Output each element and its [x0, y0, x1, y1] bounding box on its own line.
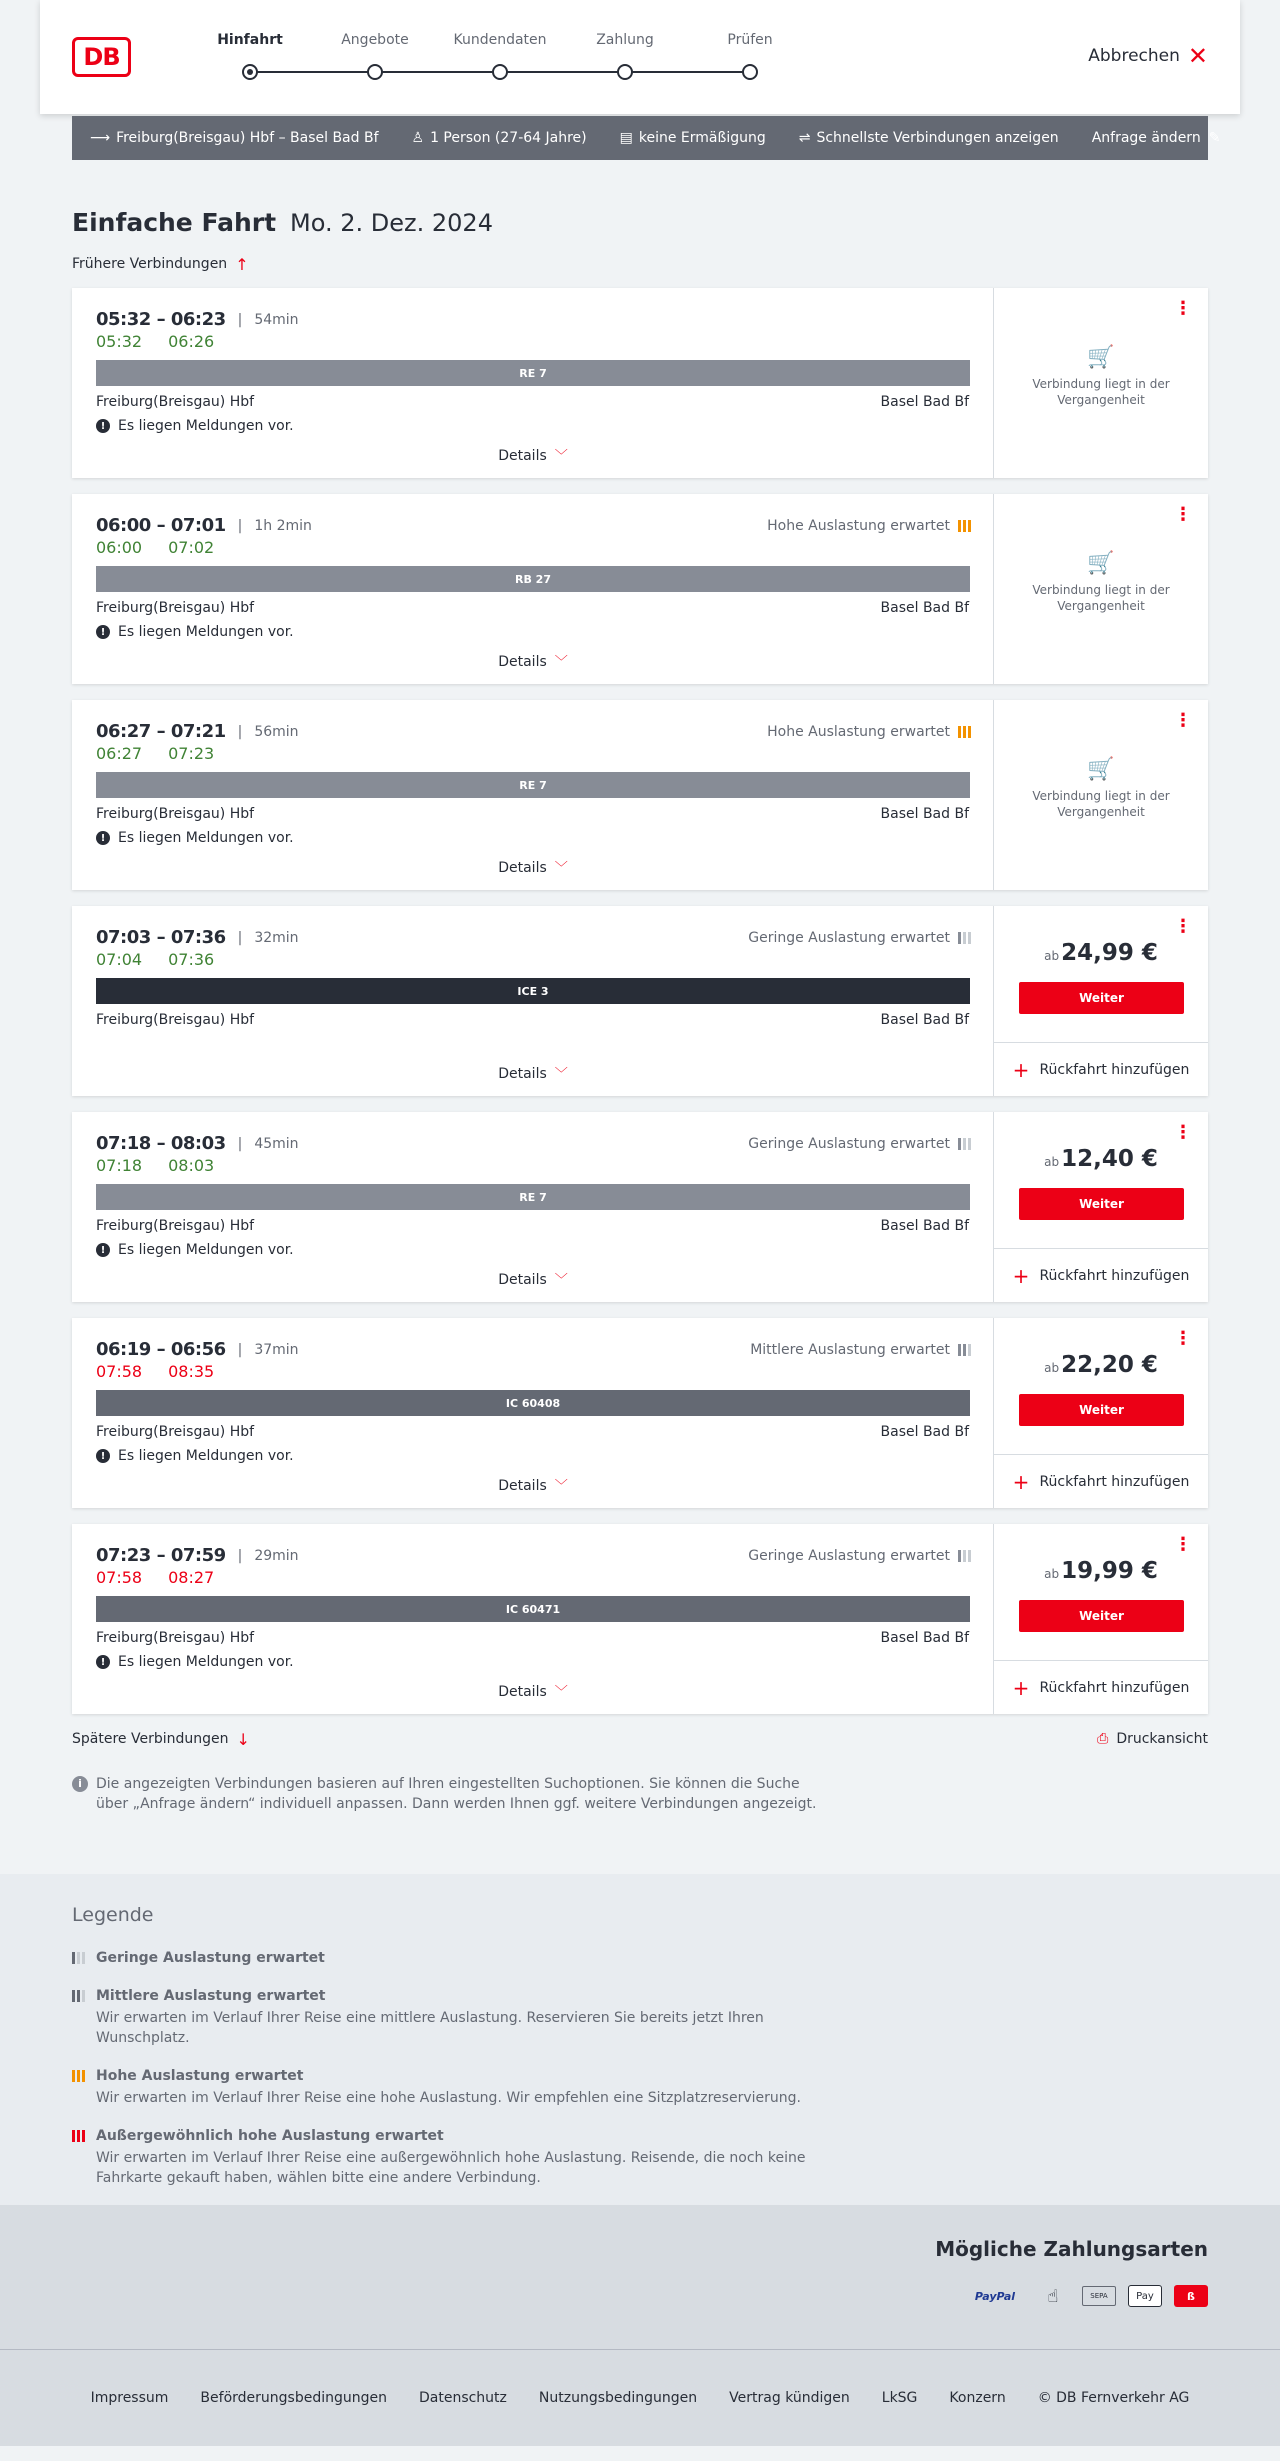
train-label: IC 60471 — [505, 1602, 561, 1616]
main-content — [72, 208, 1208, 1814]
realtime-departure: 06:27 — [96, 744, 143, 763]
details-label: Details — [498, 1478, 547, 1494]
apple-pay-logo — [1128, 2285, 1162, 2307]
step-angebote — [315, 30, 435, 80]
legend-item-name: Geringe Auslastung erwartet — [96, 1950, 325, 1966]
alert-icon: ! — [96, 419, 110, 433]
cancel-label: Abbrechen — [1088, 46, 1180, 66]
details-toggle[interactable] — [72, 1475, 994, 1494]
continue-button[interactable]: Weiter — [1019, 1600, 1184, 1632]
separator: | — [237, 311, 243, 328]
price-value: 12,40 € — [1061, 1146, 1158, 1172]
trip-date: Mo. 2. Dez. 2024 — [290, 209, 493, 237]
connection-card — [72, 1112, 1208, 1302]
train-bar[interactable] — [96, 772, 970, 798]
info-note — [72, 1774, 832, 1814]
planned-time: 06:27 – 07:21 — [96, 721, 226, 742]
arrow-right-icon: ⟶ — [90, 130, 111, 146]
price — [994, 1352, 1208, 1378]
details-toggle[interactable] — [72, 445, 994, 464]
trip-type: Einfache Fahrt — [72, 208, 277, 237]
separator: | — [237, 723, 243, 740]
load-indicator — [748, 1136, 971, 1152]
continue-button[interactable]: Weiter — [1019, 1394, 1184, 1426]
summary-option-label: Schnellste Verbindungen anzeigen — [816, 130, 1059, 146]
step-label: Hinfahrt — [217, 32, 283, 48]
details-label: Details — [498, 654, 547, 670]
realtime-arrival: 06:26 — [168, 332, 215, 351]
cancel-button[interactable] — [1088, 42, 1208, 70]
planned-times — [96, 1545, 299, 1566]
more-options-icon[interactable]: ⋮ — [1174, 1328, 1192, 1349]
connection-main — [72, 1318, 994, 1508]
connection-card — [72, 1524, 1208, 1714]
print-label: Druckansicht — [1116, 1731, 1208, 1747]
connection-offer — [994, 1318, 1208, 1508]
chevron-down-icon: ﹀ — [554, 1479, 568, 1494]
load-icon — [958, 520, 971, 532]
add-return-button[interactable] — [994, 1454, 1208, 1508]
info-icon: i — [72, 1776, 88, 1792]
person-icon: ♙ — [411, 130, 425, 146]
realtime-times — [96, 1156, 214, 1175]
alert-icon: ! — [96, 831, 110, 845]
connection-offer — [994, 288, 1208, 478]
realtime-arrival: 07:02 — [168, 538, 215, 557]
sliders-icon: ⇌ — [798, 130, 811, 146]
price-value: 22,20 € — [1061, 1352, 1158, 1378]
realtime-times — [96, 538, 214, 557]
train-bar[interactable] — [96, 1390, 970, 1416]
load-icon — [958, 1138, 971, 1150]
legend-item — [72, 2066, 1208, 2108]
realtime-times — [96, 744, 214, 763]
planned-times — [96, 721, 299, 742]
legend-item — [72, 1986, 1208, 2048]
add-return-button[interactable] — [994, 1660, 1208, 1714]
message-text: Es liegen Meldungen vor. — [118, 1242, 294, 1258]
message-text: Es liegen Meldungen vor. — [118, 830, 294, 846]
connection-main — [72, 700, 994, 890]
arrow-down-icon: ↓ — [236, 1729, 250, 1749]
details-label: Details — [498, 860, 547, 876]
load-indicator — [767, 724, 971, 740]
step-label: Prüfen — [727, 32, 773, 48]
db-logo[interactable]: DB — [72, 37, 131, 77]
load-icon — [72, 1952, 85, 1964]
duration: 45min — [254, 1135, 299, 1152]
summary-route-label: Freiburg(Breisgau) Hbf – Basel Bad Bf — [116, 130, 379, 146]
planned-times — [96, 309, 299, 330]
sepa-logo: SEPA — [1082, 2286, 1116, 2306]
details-label: Details — [498, 1066, 547, 1082]
connection-offer — [994, 1524, 1208, 1714]
train-bar[interactable] — [96, 1184, 970, 1210]
origin-station: Freiburg(Breisgau) Hbf — [96, 806, 255, 822]
message-notice — [96, 830, 294, 846]
plus-icon: + — [1012, 1263, 1030, 1288]
legend-item — [72, 2126, 1208, 2188]
planned-time: 06:00 – 07:01 — [96, 515, 226, 536]
load-indicator — [748, 1548, 971, 1564]
train-label: ICE 3 — [517, 984, 549, 998]
planned-times — [96, 927, 299, 948]
chevron-down-icon: ﹀ — [554, 655, 568, 670]
more-options-icon[interactable]: ⋮ — [1174, 298, 1192, 319]
plus-icon: + — [1012, 1675, 1030, 1700]
realtime-departure: 05:32 — [96, 332, 143, 351]
planned-time: 07:23 – 07:59 — [96, 1545, 226, 1566]
price-value: 24,99 € — [1061, 940, 1158, 966]
footer — [0, 2349, 1280, 2446]
price-prefix: ab — [1044, 1361, 1060, 1375]
details-label: Details — [498, 1684, 547, 1700]
realtime-arrival: 08:35 — [168, 1362, 215, 1381]
card-icon: ▤ — [619, 130, 633, 146]
destination-station: Basel Bad Bf — [880, 1012, 969, 1028]
realtime-arrival: 08:27 — [168, 1568, 215, 1587]
progress-steps — [210, 30, 790, 90]
step-dot — [367, 64, 383, 80]
add-return-label: Rückfahrt hinzufügen — [1039, 1679, 1190, 1696]
connection-card — [72, 906, 1208, 1096]
realtime-departure: 07:04 — [96, 950, 143, 969]
realtime-times — [96, 950, 214, 969]
details-toggle[interactable] — [72, 651, 994, 670]
continue-button[interactable]: Weiter — [1019, 982, 1184, 1014]
change-request-label: Anfrage ändern — [1091, 130, 1201, 146]
load-label: Mittlere Auslastung erwartet — [750, 1342, 950, 1358]
connection-main — [72, 288, 994, 478]
connection-offer — [994, 494, 1208, 684]
realtime-departure: 06:00 — [96, 538, 143, 557]
db-card-logo: ß — [1174, 2285, 1208, 2307]
payment-logos — [966, 2285, 1208, 2307]
realtime-departure: 07:18 — [96, 1156, 143, 1175]
duration: 56min — [254, 723, 299, 740]
step-kundendaten — [440, 30, 560, 80]
price — [994, 1558, 1208, 1584]
origin-station: Freiburg(Breisgau) Hbf — [96, 394, 255, 410]
footer-link[interactable]: Konzern — [949, 2390, 1006, 2406]
message-text: Es liegen Meldungen vor. — [118, 1448, 294, 1464]
legend-item-name: Außergewöhnlich hohe Auslastung erwartet — [96, 2128, 444, 2144]
planned-time: 06:19 – 06:56 — [96, 1339, 226, 1360]
destination-station: Basel Bad Bf — [880, 394, 969, 410]
footer-link[interactable]: Vertrag kündigen — [729, 2390, 850, 2406]
legend-item-name: Hohe Auslastung erwartet — [96, 2068, 304, 2084]
chevron-down-icon: ﹀ — [554, 1685, 568, 1700]
arrow-up-icon: ↑ — [235, 254, 249, 274]
load-label: Hohe Auslastung erwartet — [767, 724, 950, 740]
footer-link[interactable]: Impressum — [90, 2390, 169, 2406]
separator: | — [237, 1547, 243, 1564]
message-notice — [96, 1242, 294, 1258]
summary-travellers-label: 1 Person (27-64 Jahre) — [430, 130, 587, 146]
past-connection-notice — [994, 757, 1208, 820]
payment-title: Mögliche Zahlungsarten — [935, 2237, 1208, 2261]
load-icon — [958, 932, 971, 944]
message-notice — [96, 1654, 294, 1670]
plus-icon: + — [1012, 1057, 1030, 1082]
message-text: Es liegen Meldungen vor. — [118, 624, 294, 640]
print-view-link[interactable] — [1097, 1731, 1208, 1747]
price-prefix: ab — [1044, 1155, 1060, 1169]
summary-discount — [620, 130, 766, 146]
separator: | — [237, 929, 243, 946]
connection-main — [72, 906, 994, 1096]
destination-station: Basel Bad Bf — [880, 806, 969, 822]
train-label: RE 7 — [519, 1190, 547, 1204]
footer-link[interactable]: Datenschutz — [418, 2390, 507, 2406]
load-icon — [958, 1344, 971, 1356]
message-text: Es liegen Meldungen vor. — [118, 418, 294, 434]
step-dot — [617, 64, 633, 80]
connection-list — [72, 288, 1208, 1714]
realtime-times — [96, 1568, 214, 1587]
duration: 1h 2min — [254, 517, 312, 534]
add-return-button[interactable] — [994, 1248, 1208, 1302]
step-zahlung — [565, 30, 685, 80]
train-bar[interactable] — [96, 566, 970, 592]
more-options-icon[interactable]: ⋮ — [1174, 916, 1192, 937]
price — [994, 940, 1208, 966]
legend-item-description: Wir erwarten im Verlauf Ihrer Reise eine mittlere Auslastung. Reservieren Sie bereits jetzt Ihren Wunschplatz. — [96, 2010, 764, 2046]
planned-times — [96, 1339, 299, 1360]
destination-station: Basel Bad Bf — [880, 600, 969, 616]
legend-items — [72, 1948, 1208, 2188]
contactless-icon: ☝ — [1047, 2285, 1059, 2307]
pencil-icon: ✎ — [1208, 130, 1221, 146]
add-return-button[interactable] — [994, 1042, 1208, 1096]
cart-unavailable-icon: 🛒 — [1087, 345, 1115, 370]
load-indicator — [767, 518, 971, 534]
planned-time: 07:18 – 08:03 — [96, 1133, 226, 1154]
legend-item-name: Mittlere Auslastung erwartet — [96, 1988, 326, 2004]
header-area — [0, 0, 1280, 160]
duration: 32min — [254, 929, 299, 946]
load-icon — [958, 726, 971, 738]
summary-travellers — [412, 130, 587, 146]
origin-station: Freiburg(Breisgau) Hbf — [96, 1012, 255, 1028]
summary-option — [799, 130, 1059, 146]
chevron-down-icon: ﹀ — [554, 1067, 568, 1082]
planned-times — [96, 515, 312, 536]
origin-station: Freiburg(Breisgau) Hbf — [96, 1218, 255, 1234]
load-icon — [72, 2070, 85, 2082]
load-icon — [72, 1990, 85, 2002]
alert-icon: ! — [96, 1449, 110, 1463]
train-bar[interactable] — [96, 360, 970, 386]
details-toggle[interactable] — [72, 1681, 994, 1700]
destination-station: Basel Bad Bf — [880, 1424, 969, 1440]
change-request-button[interactable] — [1092, 130, 1221, 146]
connection-card — [72, 700, 1208, 890]
search-summary-bar — [72, 116, 1221, 160]
earlier-connections-link[interactable] — [72, 254, 1208, 274]
legend-title: Legende — [72, 1904, 154, 1926]
realtime-arrival: 07:36 — [168, 950, 215, 969]
legend-item-description: Wir erwarten im Verlauf Ihrer Reise eine außergewöhnlich hohe Auslastung. Reisende, die noch keine Fahrkarte gekauft haben, wählen bitte eine andere Verbindung. — [96, 2150, 806, 2186]
destination-station: Basel Bad Bf — [880, 1218, 969, 1234]
connection-main — [72, 1524, 994, 1714]
page-title — [72, 208, 1208, 240]
message-text: Es liegen Meldungen vor. — [118, 1654, 294, 1670]
footer-link[interactable]: LkSG — [881, 2390, 918, 2406]
realtime-departure: 07:58 — [96, 1568, 143, 1587]
train-label: RE 7 — [519, 778, 547, 792]
details-toggle[interactable] — [72, 1269, 994, 1288]
step-hinfahrt — [190, 30, 310, 80]
later-label: Spätere Verbindungen — [72, 1731, 229, 1747]
realtime-departure: 07:58 — [96, 1362, 143, 1381]
past-text: Verbindung liegt in der Vergangenheit — [1032, 377, 1170, 407]
connection-card — [72, 288, 1208, 478]
step-pruefen — [690, 30, 810, 80]
footer-link[interactable]: Beförderungsbedingungen — [200, 2390, 387, 2406]
later-connections-link[interactable] — [72, 1730, 250, 1749]
continue-button[interactable]: Weiter — [1019, 1188, 1184, 1220]
summary-route — [90, 130, 379, 146]
connection-offer — [994, 700, 1208, 890]
footer-link[interactable]: Nutzungsbedingungen — [538, 2390, 698, 2406]
connection-main — [72, 1112, 994, 1302]
message-notice — [96, 1448, 294, 1464]
chevron-down-icon: ﹀ — [554, 449, 568, 464]
price — [994, 1146, 1208, 1172]
separator: | — [237, 1135, 243, 1152]
more-options-icon[interactable]: ⋮ — [1174, 1534, 1192, 1555]
legend-item-description: Wir erwarten im Verlauf Ihrer Reise eine hohe Auslastung. Wir empfehlen eine Sitzplatzreservierung. — [96, 2090, 801, 2106]
step-label: Zahlung — [596, 32, 654, 48]
load-label: Geringe Auslastung erwartet — [748, 1136, 950, 1152]
origin-station: Freiburg(Breisgau) Hbf — [96, 1630, 255, 1646]
train-label: RE 7 — [519, 366, 547, 380]
cart-unavailable-icon: 🛒 — [1087, 757, 1115, 782]
load-label: Hohe Auslastung erwartet — [767, 518, 950, 534]
close-icon: ✕ — [1187, 42, 1208, 70]
alert-icon: ! — [96, 625, 110, 639]
plus-icon: + — [1012, 1469, 1030, 1494]
details-label: Details — [498, 448, 547, 464]
connection-card — [72, 494, 1208, 684]
load-indicator — [748, 930, 971, 946]
add-return-label: Rückfahrt hinzufügen — [1039, 1267, 1190, 1284]
train-label: IC 60408 — [505, 1396, 561, 1410]
details-toggle[interactable] — [72, 857, 994, 876]
step-label: Angebote — [341, 32, 409, 48]
price-prefix: ab — [1044, 1567, 1060, 1581]
step-label: Kundendaten — [453, 32, 547, 48]
train-bar[interactable] — [96, 1596, 970, 1622]
chevron-down-icon: ﹀ — [554, 861, 568, 876]
details-toggle[interactable] — [72, 1063, 994, 1082]
add-return-label: Rückfahrt hinzufügen — [1039, 1473, 1190, 1490]
realtime-arrival: 07:23 — [168, 744, 215, 763]
load-icon — [72, 2130, 85, 2142]
alert-icon: ! — [96, 1243, 110, 1257]
add-return-label: Rückfahrt hinzufügen — [1039, 1061, 1190, 1078]
realtime-times — [96, 1362, 214, 1381]
origin-station: Freiburg(Breisgau) Hbf — [96, 1424, 255, 1440]
connection-card — [72, 1318, 1208, 1508]
message-notice — [96, 624, 294, 640]
alert-icon: ! — [96, 1655, 110, 1669]
connection-offer — [994, 1112, 1208, 1302]
train-label: RB 27 — [515, 572, 551, 586]
legend — [0, 1874, 1280, 2205]
details-label: Details — [498, 1272, 547, 1288]
apple-pay-label: Pay — [1136, 2290, 1154, 2302]
copyright: © DB Fernverkehr AG — [1037, 2390, 1190, 2406]
printer-icon: ⎙ — [1097, 1731, 1109, 1747]
payment-methods — [0, 2205, 1280, 2349]
separator: | — [237, 517, 243, 534]
price-prefix: ab — [1044, 949, 1060, 963]
separator: | — [237, 1341, 243, 1358]
duration: 54min — [254, 311, 299, 328]
legend-item — [72, 1948, 1208, 1968]
list-footer — [72, 1728, 1208, 1750]
summary-discount-label: keine Ermäßigung — [638, 130, 766, 146]
load-label: Geringe Auslastung erwartet — [748, 930, 950, 946]
step-dot — [492, 64, 508, 80]
connection-main — [72, 494, 994, 684]
header — [40, 0, 1240, 114]
train-bar[interactable] — [96, 978, 970, 1004]
more-options-icon[interactable]: ⋮ — [1174, 504, 1192, 525]
destination-station: Basel Bad Bf — [880, 1630, 969, 1646]
connection-offer — [994, 906, 1208, 1096]
load-icon — [958, 1550, 971, 1562]
load-indicator — [750, 1342, 971, 1358]
past-text: Verbindung liegt in der Vergangenheit — [1032, 789, 1170, 819]
paypal-logo: PayPal — [974, 2289, 1016, 2303]
origin-station: Freiburg(Breisgau) Hbf — [96, 600, 255, 616]
step-dot — [742, 64, 758, 80]
chevron-down-icon: ﹀ — [554, 1273, 568, 1288]
past-connection-notice — [994, 551, 1208, 614]
step-dot — [242, 64, 258, 80]
realtime-times — [96, 332, 214, 351]
realtime-arrival: 08:03 — [168, 1156, 215, 1175]
planned-time: 05:32 – 06:23 — [96, 309, 226, 330]
cart-unavailable-icon: 🛒 — [1087, 551, 1115, 576]
more-options-icon[interactable]: ⋮ — [1174, 710, 1192, 731]
message-notice — [96, 418, 294, 434]
past-connection-notice — [994, 345, 1208, 408]
planned-time: 07:03 – 07:36 — [96, 927, 226, 948]
load-label: Geringe Auslastung erwartet — [748, 1548, 950, 1564]
past-text: Verbindung liegt in der Vergangenheit — [1032, 583, 1170, 613]
more-options-icon[interactable]: ⋮ — [1174, 1122, 1192, 1143]
duration: 37min — [254, 1341, 299, 1358]
price-value: 19,99 € — [1061, 1558, 1158, 1584]
info-text: Die angezeigten Verbindungen basieren auf Ihren eingestellten Suchoptionen. Sie können die Suche über „Anfrage ändern“ individuell anpassen. Dann werden Ihnen ggf. weitere Verbindungen angezeigt. — [96, 1776, 817, 1812]
duration: 29min — [254, 1547, 299, 1564]
earlier-label: Frühere Verbindungen — [72, 256, 228, 272]
planned-times — [96, 1133, 299, 1154]
